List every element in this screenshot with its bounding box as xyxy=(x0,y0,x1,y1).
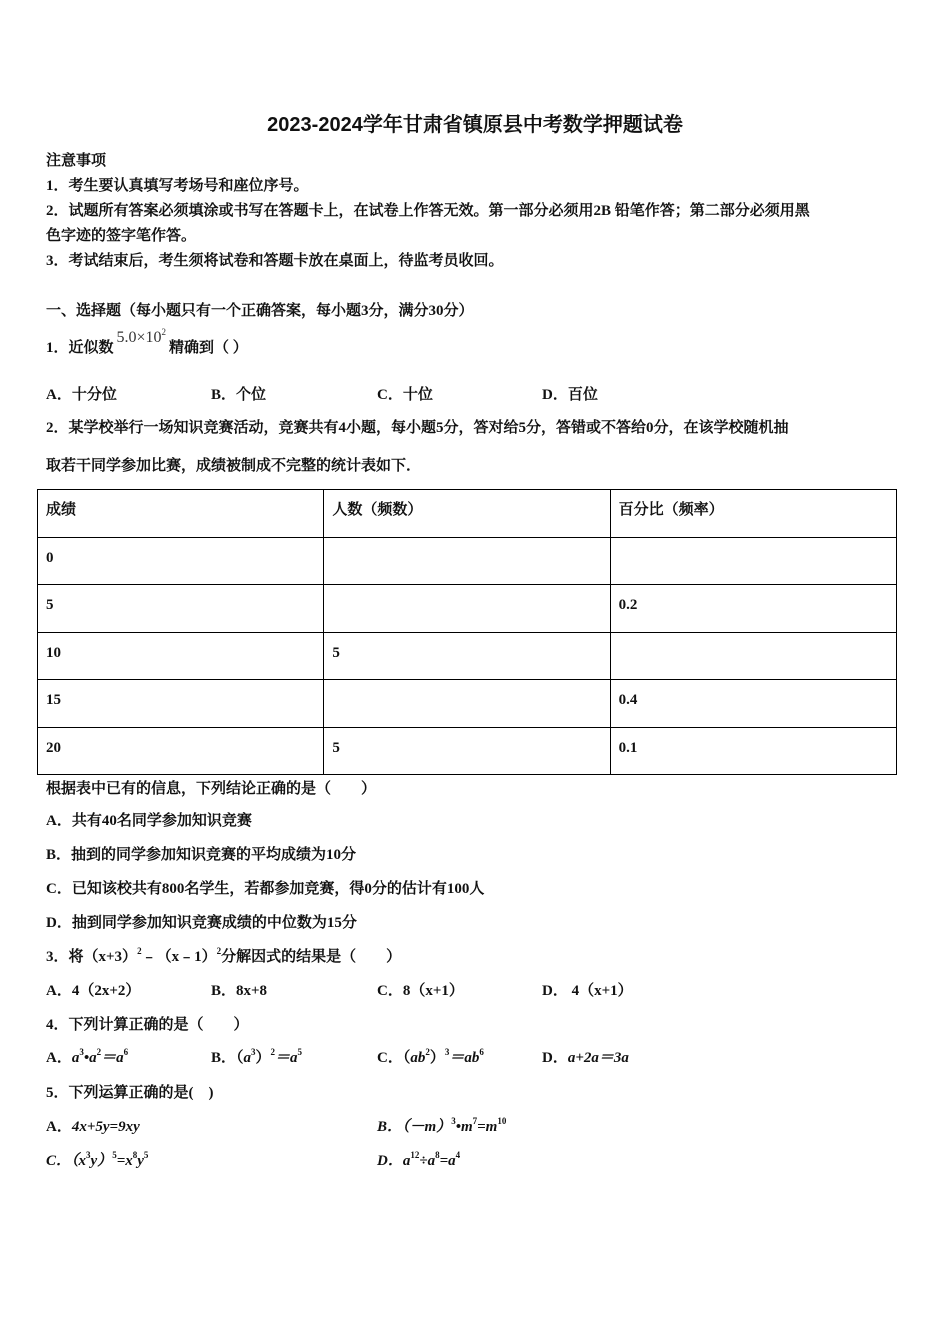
notice-heading: 注意事项 xyxy=(46,153,107,169)
q1-option-a: A．十分位 xyxy=(46,387,117,403)
table-cell xyxy=(324,585,610,633)
q1-stem-end: 精确到（ ） xyxy=(169,340,248,356)
q1-math: $5.0\times 10^2$ xyxy=(116,327,167,346)
q2-stem: 取若干同学参加比赛，成绩被制成不完整的统计表如下． xyxy=(46,458,422,474)
table-row xyxy=(38,632,897,680)
q4-stem: 4．下列计算正确的是（ ） xyxy=(46,1017,249,1033)
notice-item: 1．考生要认真填写考场号和座位序号。 xyxy=(46,178,309,194)
table-cell: 5 xyxy=(38,585,324,633)
section-heading: 一、选择题（每小题只有一个正确答案，每小题3分，满分30分） xyxy=(46,303,474,319)
notice-item: 3．考试结束后，考生须将试卷和答题卡放在桌面上，待监考员收回。 xyxy=(46,253,504,269)
table-row xyxy=(38,585,897,633)
table-cell: 0.1 xyxy=(610,727,896,775)
q5-option-b: B．$(-m)^3•m^7=m^{10}$ xyxy=(377,1116,507,1135)
table-cell: 10 xyxy=(38,632,324,680)
q1-stem: 1．近似数 xyxy=(46,340,114,356)
score-table xyxy=(37,489,897,775)
q3-option-b: B．8x+8 xyxy=(211,983,268,999)
notice-item: 2．试题所有答案必须填涂或书写在答题卡上，在试卷上作答无效。第一部分必须用2B 铅笔作答；第二部分必须用黑 xyxy=(46,203,810,219)
table-cell xyxy=(324,680,610,728)
table-cell: 5 xyxy=(324,727,610,775)
q5-stem: 5．下列运算正确的是( ) xyxy=(46,1085,214,1101)
table-header: 百分比（频率） xyxy=(610,490,896,538)
q2-option-b: B．抽到的同学参加知识竞赛的平均成绩为10分 xyxy=(46,847,357,863)
table-row xyxy=(38,727,897,775)
q2-option-c: C．已知该校共有800名学生，若都参加竞赛，得0分的估计有100人 xyxy=(46,881,485,897)
q3-option-a: A．4（2x+2） xyxy=(46,983,141,999)
table-cell: 0 xyxy=(38,537,324,585)
table-cell: 0.4 xyxy=(610,680,896,728)
q1-option-b: B．个位 xyxy=(211,387,267,403)
q2-option-d: D．抽到同学参加知识竞赛成绩的中位数为15分 xyxy=(46,915,357,931)
table-cell: 15 xyxy=(38,680,324,728)
table-cell xyxy=(610,632,896,680)
q1-option-c: C．十位 xyxy=(377,387,433,403)
table-row xyxy=(38,537,897,585)
table-cell xyxy=(610,537,896,585)
table-row xyxy=(38,680,897,728)
q4-option-b: B．$(a^3)^2=a^5$ xyxy=(211,1047,303,1066)
q4-option-c: C．$(ab^2)^3=ab^6$ xyxy=(377,1047,484,1066)
q5-option-a: A．4x+5y=9xy xyxy=(46,1119,140,1135)
q2-option-a: A．共有40名同学参加知识竞赛 xyxy=(46,813,252,829)
notice-item: 色字迹的签字笔作答。 xyxy=(46,228,197,244)
q3-option-c: C．8（x+1） xyxy=(377,983,464,999)
table-header: 成绩 xyxy=(38,490,324,538)
q3-stem: 3．将$(x+3)^2﹣(x﹣1)^2$分解因式的结果是（ ） xyxy=(46,946,402,965)
table-cell: 0.2 xyxy=(610,585,896,633)
table-header-row xyxy=(38,490,897,538)
q5-option-d: D．$a^{12}\div a^8=a^4$ xyxy=(377,1150,461,1169)
page-title: 2023-2024学年甘肃省镇原县中考数学押题试卷 xyxy=(267,114,683,136)
q2-question: 根据表中已有的信息，下列结论正确的是（ ） xyxy=(46,781,377,797)
q4-option-d: D．a+2a＝3a xyxy=(542,1050,629,1066)
table-header: 人数（频数） xyxy=(324,490,610,538)
q1-option-d: D．百位 xyxy=(542,387,598,403)
q4-option-a: A．$a^3•a^2=a^6$ xyxy=(46,1047,129,1066)
question-1 xyxy=(46,327,248,358)
table-cell: 20 xyxy=(38,727,324,775)
q5-option-c: C．$(x^3y)^5=x^8y^5$ xyxy=(46,1150,149,1169)
q3-option-d: D． 4（x+1） xyxy=(542,983,633,999)
table-cell xyxy=(324,537,610,585)
table-cell: 5 xyxy=(324,632,610,680)
q2-stem: 2．某学校举行一场知识竞赛活动，竞赛共有4小题，每小题5分，答对给5分，答错或不答给0分，在该学校随机抽 xyxy=(46,420,789,436)
